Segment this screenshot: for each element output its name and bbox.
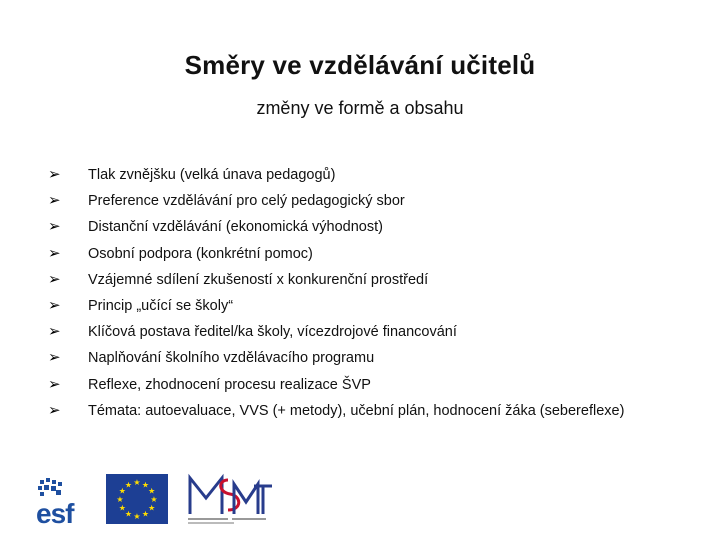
- list-item-text: Témata: autoevaluace, VVS (+ metody), učební plán, hodnocení žáka (sebereflexe): [88, 402, 625, 419]
- svg-text:★: ★: [116, 495, 124, 504]
- arrow-bullet-icon: ➢: [48, 297, 61, 315]
- arrow-bullet-icon: ➢: [48, 401, 61, 419]
- list-item: [48, 241, 624, 267]
- list-item: [48, 214, 624, 240]
- svg-text:★: ★: [118, 503, 126, 513]
- list-item: [48, 188, 624, 214]
- esf-logo: [36, 476, 92, 526]
- svg-text:★: ★: [133, 512, 141, 521]
- esf-logo-text: esf: [36, 498, 74, 526]
- list-item-text: Vzájemné sdílení zkušeností x konkurenční prostředí: [88, 271, 429, 288]
- svg-text:★: ★: [118, 486, 126, 496]
- svg-text:★: ★: [141, 480, 150, 490]
- svg-text:★: ★: [133, 478, 141, 487]
- list-item: [48, 372, 624, 398]
- list-item-text: Osobní podpora (konkrétní pomoc): [88, 245, 313, 262]
- svg-text:★: ★: [150, 495, 158, 504]
- list-item: [48, 267, 624, 293]
- list-item: [48, 293, 624, 319]
- list-item-text: Distanční vzdělávání (ekonomická výhodnost): [88, 219, 383, 236]
- msmt-logo-text: MŠMT: [184, 472, 187, 473]
- list-item: [48, 319, 624, 345]
- msmt-logo: [184, 472, 276, 528]
- logo-strip: [36, 472, 276, 528]
- arrow-bullet-icon: ➢: [48, 166, 61, 184]
- bullet-list: [48, 162, 624, 424]
- arrow-bullet-icon: ➢: [48, 375, 61, 393]
- eu-flag-icon: [106, 474, 168, 524]
- arrow-bullet-icon: ➢: [48, 192, 61, 210]
- list-item-text: Tlak zvnějšku (velká únava pedagogů): [88, 167, 336, 184]
- list-item-text: Klíčová postava ředitel/ka školy, vícezdrojové financování: [88, 324, 457, 341]
- list-item: [48, 162, 624, 188]
- svg-text:★: ★: [124, 480, 133, 490]
- list-item: [48, 345, 624, 371]
- arrow-bullet-icon: ➢: [48, 323, 61, 341]
- arrow-bullet-icon: ➢: [48, 244, 61, 262]
- slide-title: Směry ve vzdělávání učitelů: [184, 50, 536, 80]
- list-item-text: Preference vzdělávání pro celý pedagogický sbor: [88, 193, 405, 210]
- list-item-text: Princip „učící se školy“: [88, 298, 234, 315]
- list-item-text: Reflexe, zhodnocení procesu realizace ŠVP: [88, 376, 371, 393]
- slide-subtitle: změny ve formě a obsahu: [256, 98, 464, 118]
- arrow-bullet-icon: ➢: [48, 218, 61, 236]
- svg-text:★: ★: [141, 509, 150, 519]
- list-item: [48, 398, 624, 424]
- list-item-text: Naplňování školního vzdělávacího programu: [88, 350, 375, 367]
- arrow-bullet-icon: ➢: [48, 270, 61, 288]
- svg-text:★: ★: [148, 486, 156, 496]
- svg-text:★: ★: [148, 503, 156, 513]
- svg-text:★: ★: [124, 509, 133, 519]
- arrow-bullet-icon: ➢: [48, 349, 61, 367]
